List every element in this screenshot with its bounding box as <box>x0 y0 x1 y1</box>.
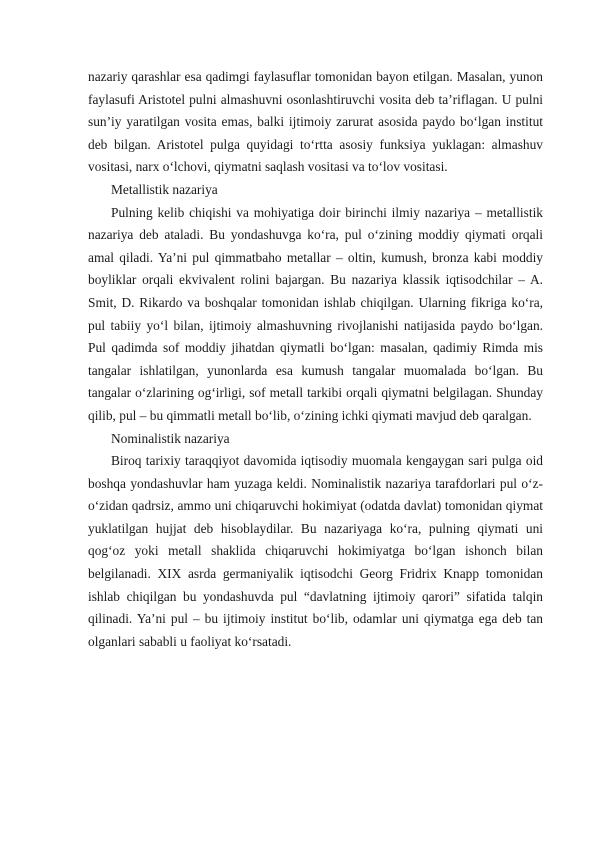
heading-nominalistic-theory: Nominalistik nazariya <box>111 430 230 446</box>
paragraph-nominalistic-theory: Biroq tarixiy taraqqiyot davomida iqtisodiy muomala kengaygan sari pulga oid boshqa yondashuvlar ham yuzaga keldi. Nominalistik nazariya tarafdorlari pul o‘z-o‘zidan qadrsiz, ammo uni chiqaruvchi hokimiyat (odatda davlat) tomonidan qiymat yuklatilgan hujjat deb hisoblaydilar. Bu nazariyaga ko‘ra, pulning qiymati uni qog‘oz yoki metall shaklida chiqaruvchi hokimiyatga bo‘lgan ishonch bilan belgilanadi. XIX asrda germaniyalik iqtisodchi Georg Fridrix Knapp tomonidan ishlab chiqilgan bu yondashuvda pul “davlatning ijtimoiy qarori” sifatida talqin qilinadi. Ya’ni pul – bu ijtimoiy institut bo‘lib, odamlar uni qiymatga ega deb tan olganlari sababli u faoliyat ko‘rsatadi. <box>88 453 543 649</box>
document-page <box>88 66 543 653</box>
paragraph-aristotle: nazariy qarashlar esa qadimgi faylasuflar tomonidan bayon etilgan. Masalan, yunon faylasufi Aristotel pulni almashuvni osonlashtiruvchi vosita deb ta’riflagan. U pulni sun’iy yaratilgan vosita emas, balki ijtimoiy zarurat asosida paydo bo‘lgan institut deb bilgan. Aristotel pulga quyidagi to‘rtta asosiy funksiya yuklagan: almashuv vositasi, narx o‘lchovi, qiymatni saqlash vositasi va to‘lov vositasi. <box>88 69 543 175</box>
paragraph-metallistic-theory: Pulning kelib chiqishi va mohiyatiga doir birinchi ilmiy nazariya – metallistik nazariya deb ataladi. Bu yondashuvga ko‘ra, pul o‘zining moddiy qiymati orqali amal qiladi. Ya’ni pul qimmatbaho metallar – oltin, kumush, bronza kabi moddiy boyliklar orqali ekvivalent rolini bajargan. Bu nazariya klassik iqtisodchilar – A. Smit, D. Rikardo va boshqalar tomonidan ishlab chiqilgan. Ularning fikriga ko‘ra, pul tabiiy yo‘l bilan, ijtimoiy almashuvning rivojlanishi natijasida paydo bo‘lgan. Pul qadimda sof moddiy jihatdan qiymatli bo‘lgan: masalan, qadimiy Rimda mis tangalar ishlatilgan, yunonlarda esa kumush tangalar muomalada bo‘lgan. Bu tangalar o‘zlarining og‘irligi, sof metall tarkibi orqali qiymatni belgilagan. Shunday qilib, pul – bu qimmatli metall bo‘lib, o‘zining ichki qiymati mavjud deb qaralgan. <box>88 204 543 423</box>
heading-metallistic-theory: Metallistik nazariya <box>111 181 218 197</box>
